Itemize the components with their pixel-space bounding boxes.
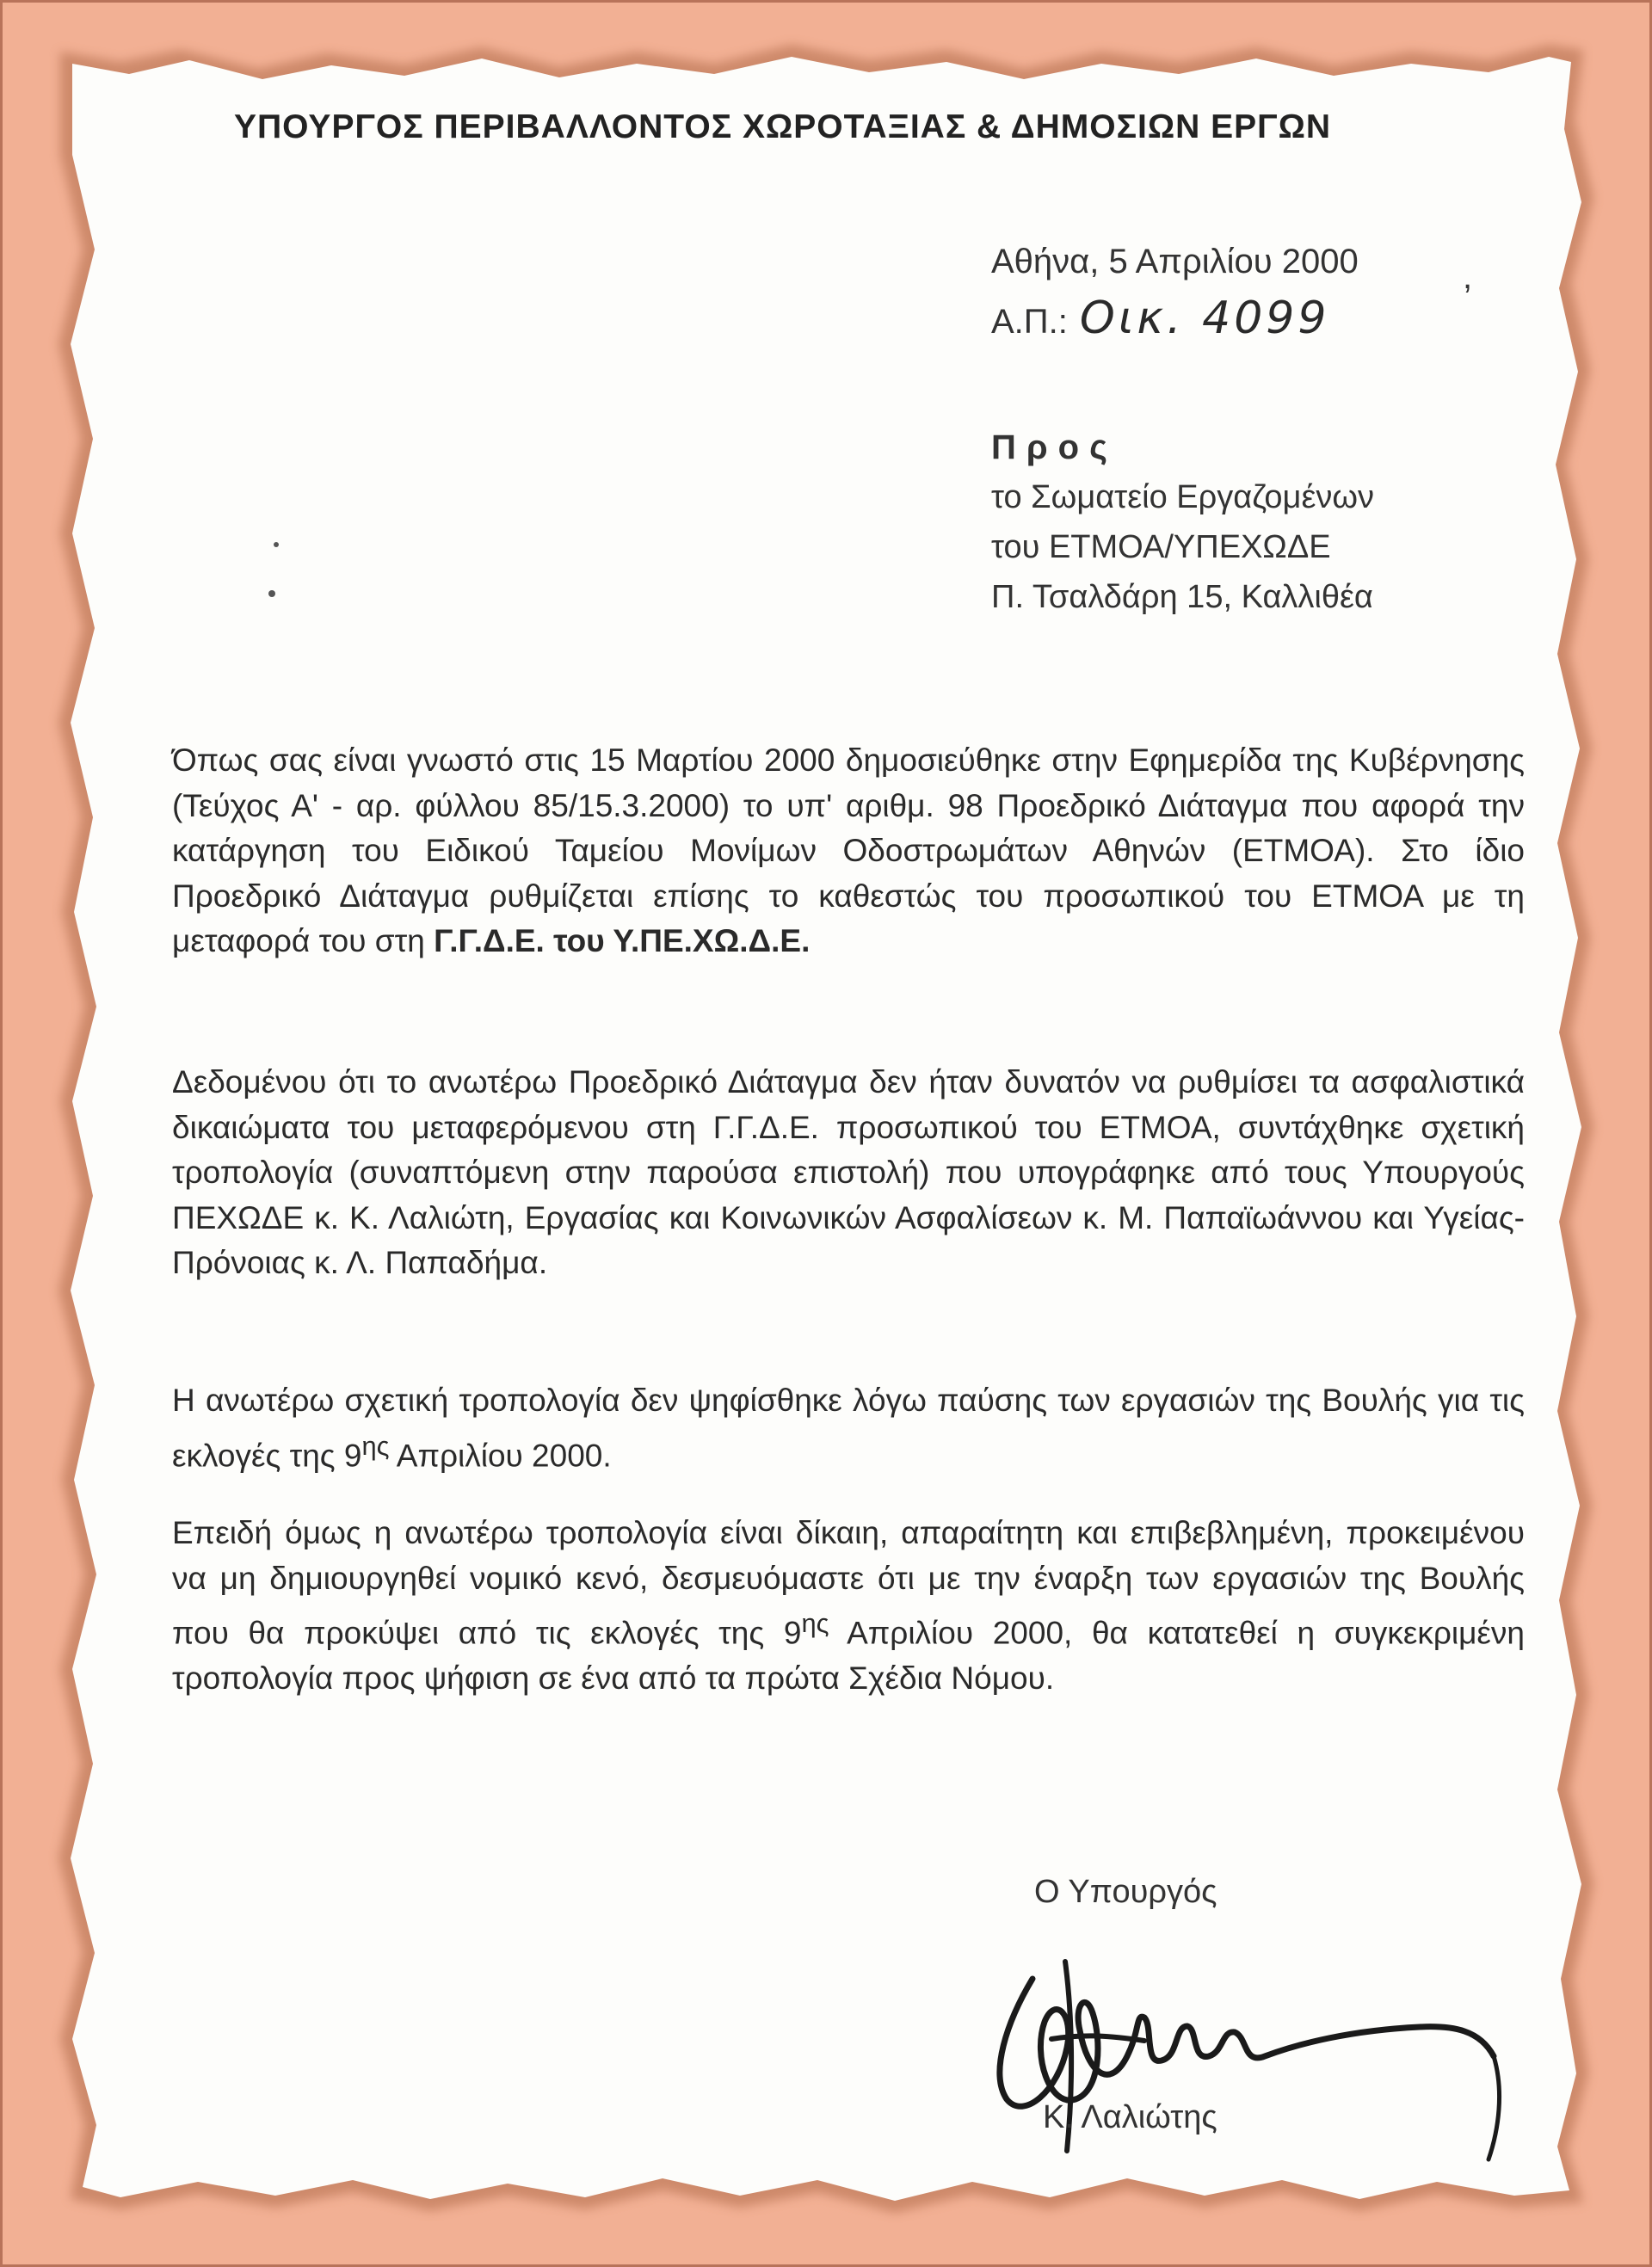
paragraph-1-text: Όπως σας είναι γνωστό στις 15 Μαρτίου 2000 δημοσιεύθηκε στην Εφημερίδα της Κυβέρνησης (Τεύχος Α' - αρ. φύλλου 85/15.3.2000) το υπ' αριθμ. 98 Προεδρικό Διάταγμα που αφορά την κατάργηση του Ειδικού Ταμείου Μονίμων Οδοστρωμάτων Αθηνών (ΕΤΜΟΑ). Στο ίδιο Προεδρικό Διάταγμα ρυθμίζεται επίσης το καθεστώς του προσωπικού του ΕΤΜΟΑ με τη μεταφορά του στη (172, 742, 1525, 958)
paragraph-3 (172, 1378, 1525, 1478)
signature-image (972, 1944, 1523, 2185)
paragraph-1 (172, 738, 1525, 964)
scan-speck (274, 542, 279, 547)
letter-date: Αθήνα, 5 Απριλίου 2000 (991, 243, 1359, 280)
recipient-line: του ΕΤΜΟΑ/ΥΠΕΧΩΔΕ (991, 529, 1331, 565)
paragraph-3-tail: Απριλίου 2000. (389, 1437, 612, 1473)
paragraph-4-superscript: ης (801, 1608, 829, 1638)
paragraph-4-end: σε ένα από τα πρώτα Σχέδια Νόμου. (538, 1660, 1055, 1696)
recipient-line: Π. Τσαλδάρη 15, Καλλιθέα (991, 579, 1373, 615)
paragraph-2: Δεδομένου ότι το ανωτέρω Προεδρικό Διάταγμα δεν ήταν δυνατόν να ρυθμίσει τα ασφαλιστικά δικαιώματα του μεταφερόμενου στη Γ.Γ.Δ.Ε. προσωπικού του ΕΤΜΟΑ, συντάχθηκε σχετική τροπολογία (συναπτόμενη στην παρούσα επιστολή) που υπογράφηκε από τους Υπουργούς ΠΕΧΩΔΕ κ. Κ. Λαλιώτη, Εργασίας και Κοινωνικών Ασφαλίσεων κ. Μ. Παπαϊωάννου και Υγείας-Πρόνοιας κ. Λ. Παπαδήμα. (172, 1064, 1525, 1280)
protocol-label: Α.Π.: (991, 303, 1068, 341)
paragraph-3-superscript: ης (361, 1430, 390, 1461)
paragraph-1-tail: Γ.Γ.Δ.Ε. του Υ.ΠΕ.ΧΩ.Δ.Ε. (434, 923, 811, 958)
recipient-block (991, 428, 1374, 622)
protocol-number (991, 293, 1329, 344)
recipient-heading: Προς (991, 428, 1118, 466)
recipient-line: το Σωματείο Εργαζομένων (991, 479, 1375, 515)
paragraph-4-text: Επειδή όμως η ανωτέρω τροπολογία είναι δίκαιη, απαραίτητη και επιβεβλημένη, προκειμένου να μη δημιουργηθεί νομικό κενό, δεσμευόμαστε ότι με την έναρξη των εργασιών της Βουλής που θα προκύψει από τις εκλογές της 9 (172, 1515, 1525, 1651)
paragraph-4-tail: Απριλίου 2000, θα κατατεθεί η συγκεκριμένη τροπολογία προς ψήφιση (172, 1615, 1526, 1696)
signer-name: Κ. Λαλιώτης (1043, 2099, 1217, 2135)
scan-speck (268, 590, 275, 597)
ministry-header: ΥΠΟΥΡΓΟΣ ΠΕΡΙΒΑΛΛΟΝΤΟΣ ΧΩΡΟΤΑΞΙΑΣ & ΔΗΜΟΣΙΩΝ ΕΡΓΩΝ (234, 108, 1332, 145)
protocol-handwritten-number: Οικ. 4099 (1079, 293, 1330, 344)
paragraph-3-text: Η ανωτέρω σχετική τροπολογία δεν ψηφίσθηκε λόγω παύσης των εργασιών της Βουλής για τις εκλογές της 9 (172, 1383, 1525, 1473)
closing-title: Ο Υπουργός (1034, 1874, 1217, 1910)
paragraph-4 (172, 1511, 1525, 1701)
date-comma-mark: , (1463, 258, 1473, 296)
